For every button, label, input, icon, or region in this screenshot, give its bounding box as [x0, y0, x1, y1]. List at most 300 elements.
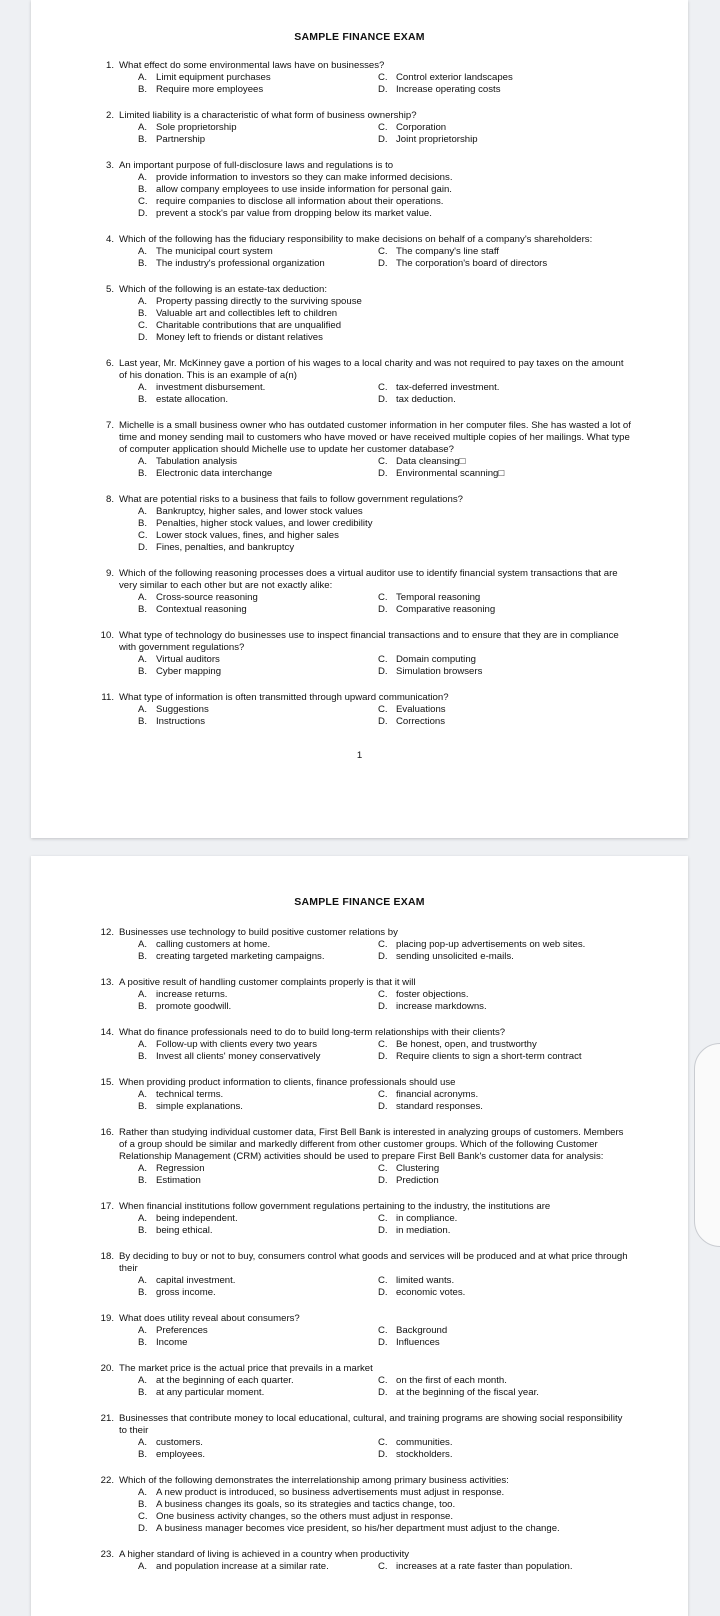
exam-page-2: [31, 856, 688, 1616]
answer-option: [138, 542, 688, 554]
answer-options: [138, 1375, 688, 1399]
option-text: Influences: [396, 1337, 440, 1348]
answer-options: [138, 1213, 688, 1237]
option-letter: A.: [138, 1213, 148, 1224]
question-text: What does utility reveal about consumers?: [119, 1313, 300, 1324]
question-text: What type of information is often transmitted through upward communication?: [119, 692, 449, 703]
option-letter: D.: [378, 716, 388, 727]
option-letter: D.: [378, 604, 388, 615]
question-item: [31, 494, 688, 554]
option-letter: C.: [138, 530, 148, 541]
answer-option: [138, 308, 688, 320]
answer-option: [138, 1437, 378, 1449]
question-text: Which of the following reasoning processes does a virtual auditor use to identify financial system transactions that are very similar to each other but are not exactly alike:: [119, 568, 618, 591]
option-letter: C.: [378, 704, 388, 715]
answer-options: [138, 172, 688, 220]
option-letter: C.: [378, 72, 388, 83]
option-text: Partnership: [156, 134, 206, 145]
question-text: Which of the following demonstrates the interrelationship among primary business activities:: [119, 1475, 509, 1486]
question-number: 21.: [100, 1413, 114, 1424]
option-letter: D.: [378, 134, 388, 145]
question-item: [31, 1413, 688, 1461]
option-text: capital investment.: [156, 1275, 236, 1286]
option-letter: B.: [138, 666, 148, 677]
option-letter: B.: [138, 1001, 148, 1012]
answer-option: [138, 666, 378, 678]
question-text: A higher standard of living is achieved in a country when productivity: [119, 1549, 410, 1560]
question-text: What are potential risks to a business that fails to follow government regulations?: [119, 494, 463, 505]
answer-option: [378, 951, 688, 963]
option-letter: B.: [138, 468, 148, 479]
question-text: Michelle is a small business owner who has outdated customer information in her computer files. She has wasted a lot of time and money sending mail to customers who have moved or have received multiple copies of her mailings. What type of computer application should Michelle use to update her customer database?: [119, 420, 631, 455]
question-item: [31, 420, 688, 480]
question-list: [31, 60, 688, 728]
option-letter: D.: [378, 258, 388, 269]
answer-option: [378, 1375, 688, 1387]
option-letter: C.: [378, 1089, 388, 1100]
answer-option: [378, 382, 688, 394]
option-text: Penalties, higher stock values, and lower credibility: [156, 518, 373, 529]
option-letter: C.: [378, 1437, 388, 1448]
option-text: Data cleansing□: [396, 456, 466, 467]
question-item: [31, 1251, 688, 1299]
answer-option: [138, 456, 378, 468]
question-number: 3.: [105, 160, 114, 171]
question-item: [31, 630, 688, 678]
question-item: [31, 60, 688, 96]
answer-option: [138, 1337, 378, 1349]
question-number: 4.: [105, 234, 114, 245]
option-text: Suggestions: [156, 704, 209, 715]
answer-option: [138, 716, 378, 728]
answer-options: [138, 122, 688, 146]
page-title: SAMPLE FINANCE EXAM: [294, 31, 425, 43]
answer-option: [378, 1561, 688, 1573]
question-text: The market price is the actual price that prevails in a market: [119, 1363, 373, 1374]
answer-option: [138, 1275, 378, 1287]
option-letter: A.: [138, 592, 148, 603]
option-letter: A.: [138, 72, 148, 83]
option-text: customers.: [156, 1437, 203, 1448]
option-letter: D.: [138, 208, 148, 219]
answer-option: [138, 1387, 378, 1399]
option-text: at the beginning of the fiscal year.: [396, 1387, 539, 1398]
answer-option: [138, 172, 688, 184]
option-letter: B.: [138, 518, 148, 529]
answer-option: [138, 1487, 688, 1499]
option-text: allow company employees to use inside information for personal gain.: [156, 184, 452, 195]
answer-options: [138, 654, 688, 678]
question-number: 19.: [100, 1313, 114, 1324]
answer-option: [378, 1225, 688, 1237]
option-letter: D.: [378, 1101, 388, 1112]
question-item: [31, 110, 688, 146]
option-text: limited wants.: [396, 1275, 455, 1286]
page-number: 1: [356, 750, 363, 761]
answer-option: [378, 1213, 688, 1225]
answer-option: [378, 1039, 688, 1051]
option-letter: D.: [378, 666, 388, 677]
option-letter: A.: [138, 1437, 148, 1448]
answer-option: [138, 1175, 378, 1187]
option-text: Simulation browsers: [396, 666, 483, 677]
answer-option: [378, 1101, 688, 1113]
option-text: Regression: [156, 1163, 205, 1174]
option-letter: C.: [378, 382, 388, 393]
answer-option: [378, 1163, 688, 1175]
answer-option: [138, 1561, 378, 1573]
answer-option: [138, 1051, 378, 1063]
option-letter: A.: [138, 1275, 148, 1286]
question-number: 17.: [100, 1201, 114, 1212]
option-letter: A.: [138, 506, 148, 517]
answer-options: [138, 989, 688, 1013]
question-item: [31, 1313, 688, 1349]
answer-option: [378, 122, 688, 134]
option-text: Domain computing: [396, 654, 476, 665]
option-letter: B.: [138, 1101, 148, 1112]
option-letter: D.: [378, 951, 388, 962]
option-text: placing pop-up advertisements on web sites.: [396, 939, 586, 950]
option-text: tax deduction.: [396, 394, 456, 405]
option-letter: A.: [138, 382, 148, 393]
answer-option: [138, 604, 378, 616]
option-text: Require clients to sign a short-term contract: [396, 1051, 582, 1062]
option-text: Corporation: [396, 122, 447, 133]
option-letter: A.: [138, 939, 148, 950]
answer-option: [378, 394, 688, 406]
question-item: [31, 358, 688, 406]
option-text: increase markdowns.: [396, 1001, 487, 1012]
option-letter: A.: [138, 1089, 148, 1100]
option-letter: B.: [138, 84, 148, 95]
option-letter: B.: [138, 134, 148, 145]
answer-option: [378, 654, 688, 666]
option-letter: C.: [378, 246, 388, 257]
question-number: 8.: [105, 494, 114, 505]
answer-option: [138, 258, 378, 270]
answer-options: [138, 72, 688, 96]
option-letter: D.: [378, 1287, 388, 1298]
option-letter: C.: [378, 592, 388, 603]
answer-option: [378, 1275, 688, 1287]
option-letter: D.: [138, 1523, 148, 1534]
answer-option: [378, 1175, 688, 1187]
option-text: Tabulation analysis: [156, 456, 238, 467]
answer-option: [138, 84, 378, 96]
answer-option: [378, 1325, 688, 1337]
option-letter: C.: [138, 1511, 148, 1522]
answer-option: [138, 1325, 378, 1337]
option-text: Estimation: [156, 1175, 201, 1186]
option-text: Property passing directly to the surviving spouse: [156, 296, 362, 307]
answer-option: [138, 246, 378, 258]
answer-option: [378, 134, 688, 146]
answer-options: [138, 1437, 688, 1461]
answer-option: [138, 134, 378, 146]
option-letter: B.: [138, 604, 148, 615]
question-number: 23.: [100, 1549, 114, 1560]
option-letter: D.: [378, 1449, 388, 1460]
question-item: [31, 568, 688, 616]
option-text: Instructions: [156, 716, 206, 727]
option-text: financial acronyms.: [396, 1089, 479, 1100]
question-text: When providing product information to clients, finance professionals should use: [119, 1077, 456, 1088]
option-text: Cross-source reasoning: [156, 592, 258, 603]
option-text: economic votes.: [396, 1287, 466, 1298]
answer-options: [138, 1039, 688, 1063]
answer-options: [138, 506, 688, 554]
question-item: [31, 160, 688, 220]
option-letter: D.: [378, 1051, 388, 1062]
answer-option: [378, 246, 688, 258]
question-text: Which of the following is an estate-tax deduction:: [119, 284, 327, 295]
question-item: [31, 692, 688, 728]
option-text: stockholders.: [396, 1449, 453, 1460]
answer-option: [138, 1511, 688, 1523]
option-letter: B.: [138, 1337, 148, 1348]
option-letter: A.: [138, 172, 148, 183]
question-number: 7.: [105, 420, 114, 431]
question-text: Which of the following has the fiduciary responsibility to make decisions on behalf of a company's shareholders:: [119, 234, 593, 245]
question-text: What do finance professionals need to do to build long-term relationships with their clients?: [119, 1027, 506, 1038]
option-text: Virtual auditors: [156, 654, 220, 665]
option-text: investment disbursement.: [156, 382, 266, 393]
option-letter: A.: [138, 1039, 148, 1050]
answer-option: [138, 506, 688, 518]
question-text: When financial institutions follow government regulations pertaining to the industry, the institutions are: [119, 1201, 551, 1212]
option-letter: A.: [138, 704, 148, 715]
option-letter: D.: [138, 332, 148, 343]
option-text: Fines, penalties, and bankruptcy: [156, 542, 295, 553]
option-text: A business manager becomes vice president, so his/her department must adjust to the change.: [156, 1523, 560, 1534]
question-number: 16.: [100, 1127, 114, 1138]
option-letter: A.: [138, 296, 148, 307]
option-text: Require more employees: [156, 84, 264, 95]
answer-option: [378, 468, 688, 480]
answer-option: [138, 184, 688, 196]
answer-option: [378, 716, 688, 728]
option-text: Environmental scanning□: [396, 468, 505, 479]
option-letter: B.: [138, 258, 148, 269]
option-text: A business changes its goals, so its strategies and tactics change, too.: [156, 1499, 456, 1510]
answer-option: [138, 208, 688, 220]
side-panel-handle[interactable]: [694, 1043, 720, 1247]
question-item: [31, 234, 688, 270]
option-letter: D.: [378, 1001, 388, 1012]
option-text: being ethical.: [156, 1225, 213, 1236]
answer-option: [138, 1375, 378, 1387]
answer-option: [378, 84, 688, 96]
option-letter: B.: [138, 716, 148, 727]
answer-options: [138, 592, 688, 616]
answer-options: [138, 296, 688, 344]
option-letter: A.: [138, 122, 148, 133]
option-text: and population increase at a similar rate.: [156, 1561, 329, 1572]
option-text: require companies to disclose all information about their operations.: [156, 196, 444, 207]
answer-option: [138, 530, 688, 542]
option-letter: C.: [378, 1275, 388, 1286]
option-letter: B.: [138, 951, 148, 962]
answer-option: [378, 1001, 688, 1013]
option-text: simple explanations.: [156, 1101, 243, 1112]
option-text: increase returns.: [156, 989, 228, 1000]
answer-options: [138, 1163, 688, 1187]
option-letter: C.: [378, 1163, 388, 1174]
question-text: What effect do some environmental laws have on businesses?: [119, 60, 385, 71]
answer-options: [138, 1089, 688, 1113]
answer-option: [138, 332, 688, 344]
option-text: Comparative reasoning: [396, 604, 496, 615]
question-number: 18.: [100, 1251, 114, 1262]
option-letter: C.: [378, 1213, 388, 1224]
option-text: One business activity changes, so the others must adjust in response.: [156, 1511, 454, 1522]
option-text: A new product is introduced, so business advertisements must adjust in response.: [156, 1487, 505, 1498]
question-item: [31, 927, 688, 963]
option-text: Evaluations: [396, 704, 446, 715]
question-item: [31, 1549, 688, 1573]
option-text: gross income.: [156, 1287, 216, 1298]
answer-option: [138, 1225, 378, 1237]
question-item: [31, 1127, 688, 1187]
option-text: at the beginning of each quarter.: [156, 1375, 294, 1386]
option-letter: B.: [138, 308, 148, 319]
answer-option: [138, 382, 378, 394]
question-text: What type of technology do businesses use to inspect financial transactions and to ensure that they are in compliance with government regulations?: [119, 630, 619, 653]
option-letter: D.: [378, 84, 388, 95]
option-text: Be honest, open, and trustworthy: [396, 1039, 537, 1050]
option-text: Income: [156, 1337, 188, 1348]
option-letter: A.: [138, 989, 148, 1000]
answer-option: [138, 1101, 378, 1113]
question-item: [31, 1077, 688, 1113]
answer-options: [138, 246, 688, 270]
answer-option: [138, 592, 378, 604]
answer-option: [138, 1449, 378, 1461]
option-letter: C.: [378, 989, 388, 1000]
option-text: foster objections.: [396, 989, 469, 1000]
question-number: 6.: [105, 358, 114, 369]
answer-option: [378, 1449, 688, 1461]
answer-option: [378, 1387, 688, 1399]
option-text: prevent a stock's par value from dropping below its market value.: [156, 208, 432, 219]
answer-option: [138, 296, 688, 308]
option-text: sending unsolicited e-mails.: [396, 951, 514, 962]
answer-option: [138, 951, 378, 963]
answer-option: [138, 1039, 378, 1051]
option-text: Cyber mapping: [156, 666, 222, 677]
answer-option: [378, 258, 688, 270]
answer-option: [138, 654, 378, 666]
option-text: employees.: [156, 1449, 206, 1460]
option-letter: D.: [378, 468, 388, 479]
answer-option: [378, 1051, 688, 1063]
option-letter: C.: [378, 939, 388, 950]
option-letter: C.: [378, 122, 388, 133]
option-text: Joint proprietorship: [396, 134, 478, 145]
question-number: 13.: [100, 977, 114, 988]
answer-option: [378, 456, 688, 468]
option-letter: A.: [138, 1487, 148, 1498]
answer-option: [138, 704, 378, 716]
option-text: Charitable contributions that are unqualified: [156, 320, 342, 331]
option-text: on the first of each month.: [396, 1375, 507, 1386]
answer-option: [378, 592, 688, 604]
option-text: The municipal court system: [156, 246, 273, 257]
option-letter: B.: [138, 1225, 148, 1236]
question-item: [31, 1027, 688, 1063]
question-number: 10.: [100, 630, 114, 641]
answer-option: [378, 604, 688, 616]
answer-options: [138, 382, 688, 406]
option-text: increases at a rate faster than population.: [396, 1561, 573, 1572]
answer-option: [378, 1287, 688, 1299]
option-text: standard responses.: [396, 1101, 483, 1112]
answer-option: [138, 72, 378, 84]
question-text: Businesses that contribute money to local educational, cultural, and training programs are showing social responsibility to their: [119, 1413, 623, 1436]
question-text: Businesses use technology to build positive customer relations by: [119, 927, 398, 938]
option-letter: B.: [138, 1499, 148, 1510]
answer-option: [138, 989, 378, 1001]
answer-option: [138, 1499, 688, 1511]
question-text: Limited liability is a characteristic of what form of business ownership?: [119, 110, 417, 121]
answer-options: [138, 1487, 688, 1535]
option-letter: B.: [138, 1287, 148, 1298]
option-text: Control exterior landscapes: [396, 72, 513, 83]
option-text: Prediction: [396, 1175, 439, 1186]
question-list: [31, 927, 688, 1573]
question-number: 9.: [105, 568, 114, 579]
page-title: SAMPLE FINANCE EXAM: [294, 896, 425, 908]
answer-option: [138, 1287, 378, 1299]
option-letter: C.: [378, 456, 388, 467]
question-number: 1.: [105, 60, 114, 71]
option-letter: A.: [138, 456, 148, 467]
option-letter: D.: [378, 1175, 388, 1186]
option-text: The company's line staff: [396, 246, 499, 257]
option-letter: C.: [378, 1375, 388, 1386]
option-text: at any particular moment.: [156, 1387, 265, 1398]
answer-option: [138, 1523, 688, 1535]
option-letter: C.: [138, 196, 148, 207]
exam-page-1: [31, 0, 688, 838]
option-text: in compliance.: [396, 1213, 458, 1224]
option-text: Increase operating costs: [396, 84, 501, 95]
answer-option: [138, 1089, 378, 1101]
answer-option: [378, 666, 688, 678]
option-text: Bankruptcy, higher sales, and lower stock values: [156, 506, 363, 517]
answer-options: [138, 704, 688, 728]
question-number: 20.: [100, 1363, 114, 1374]
question-text: By deciding to buy or not to buy, consumers control what goods and services will be produced and at what price through their: [119, 1251, 628, 1274]
option-text: Corrections: [396, 716, 446, 727]
answer-options: [138, 939, 688, 963]
question-text: Rather than studying individual customer data, First Bell Bank is interested in analyzing groups of customers. Members of a group should be similar and markedly different from other customer groups. Which of the following Customer Relationship Management (CRM) activities should be used to prepare First Bell Bank's customer data for analysis:: [119, 1127, 624, 1162]
option-text: Invest all clients' money conservatively: [156, 1051, 321, 1062]
answer-option: [378, 989, 688, 1001]
option-text: communities.: [396, 1437, 453, 1448]
answer-option: [138, 196, 688, 208]
option-letter: C.: [378, 1039, 388, 1050]
answer-option: [138, 1001, 378, 1013]
answer-option: [138, 468, 378, 480]
option-text: Money left to friends or distant relatives: [156, 332, 323, 343]
option-letter: C.: [378, 1561, 388, 1572]
option-letter: A.: [138, 1325, 148, 1336]
answer-option: [378, 704, 688, 716]
answer-option: [138, 122, 378, 134]
option-letter: D.: [378, 1337, 388, 1348]
